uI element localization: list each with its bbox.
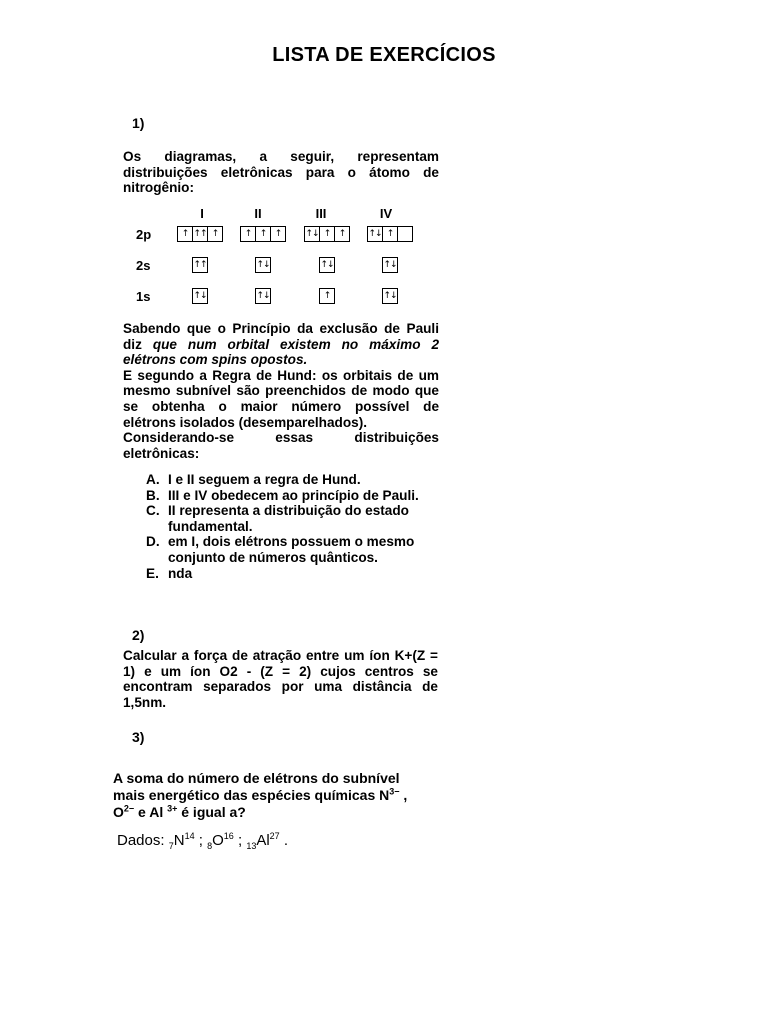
orbital-box: ↑ <box>319 288 335 304</box>
orbital-box: ↑ <box>240 226 256 242</box>
q1-text-normal: elétrons isolados (desemparelhados). <box>123 414 368 430</box>
answer-option <box>146 566 446 582</box>
question-1-intro <box>123 149 439 196</box>
option-text-line: nda <box>168 565 193 581</box>
orbital-box <box>397 226 413 242</box>
question-1-text <box>123 321 439 461</box>
answer-option <box>146 503 446 534</box>
column-header: I <box>200 206 204 221</box>
option-text <box>168 488 419 504</box>
orbital-diagram <box>120 200 460 310</box>
q1-text-line <box>123 415 439 431</box>
q1-text-italic: elétrons com spins opostos. <box>123 352 308 368</box>
option-text <box>168 503 409 534</box>
q1-text-line <box>123 383 439 399</box>
element-symbol: O <box>212 832 224 849</box>
mass-number: 27 <box>269 831 280 841</box>
option-letter: C. <box>146 503 160 519</box>
q3-line <box>113 787 423 804</box>
orbital-box: ↑↓ <box>367 226 383 242</box>
atomic-number: 8 <box>207 841 213 851</box>
option-letter: E. <box>146 565 159 581</box>
option-letter: D. <box>146 534 160 550</box>
charge-superscript: 2− <box>123 803 135 814</box>
q3-line2-text: mais energético das espécies químicas N <box>113 787 390 803</box>
option-letter: A. <box>146 472 160 487</box>
charge-superscript: 3− <box>389 786 400 797</box>
q1-text-line <box>123 399 439 415</box>
orbital-box: ↑↑ <box>192 226 208 242</box>
q1-text-line <box>123 446 439 462</box>
orbital-group <box>255 257 271 273</box>
separator: . <box>279 832 289 849</box>
intro-line: nitrogênio: <box>123 180 194 196</box>
q1-text-normal: se obtenha o maior número possível de <box>123 398 439 414</box>
answer-option <box>146 488 446 504</box>
q1-text-italic: que num orbital existem no máximo 2 <box>152 336 440 352</box>
orbital-box: ↑↓ <box>192 288 208 304</box>
separator: ; <box>233 832 247 849</box>
atomic-number: 7 <box>168 841 174 851</box>
orbital-box: ↑ <box>207 226 223 242</box>
charge-superscript: 3+ <box>167 803 178 814</box>
orbital-box: ↑↓ <box>255 257 271 273</box>
orbital-box: ↑ <box>177 226 193 242</box>
question-1-options <box>146 472 446 581</box>
q1-text-line <box>123 337 439 353</box>
q1-text-normal: eletrônicas: <box>123 445 200 461</box>
answer-option <box>146 472 446 488</box>
mass-number: 16 <box>223 831 234 841</box>
q2-line: 1) e um íon O2 - (Z = 2) cujos centros se <box>123 663 438 679</box>
q3-line: A soma do número de elétrons do subnível <box>113 770 400 786</box>
question-2-text <box>123 648 438 710</box>
column-header: IV <box>379 206 393 221</box>
option-text-line: em I, dois elétrons possuem o mesmo <box>168 534 415 550</box>
q1-text-normal: Sabendo que o Princípio da exclusão de Pauli <box>123 321 439 336</box>
orbital-group <box>304 226 350 242</box>
intro-line: Os diagramas, a seguir, representam <box>123 149 439 164</box>
q1-text-line <box>123 321 439 337</box>
orbital-group <box>367 226 413 242</box>
orbital-box: ↑ <box>334 226 350 242</box>
subshell-label: 2p <box>136 227 152 242</box>
orbital-group <box>319 257 335 273</box>
orbital-box: ↑ <box>255 226 271 242</box>
mass-number: 14 <box>184 831 195 841</box>
q3-line2-tail: , <box>399 787 408 803</box>
orbital-box: ↑ <box>382 226 398 242</box>
option-text-line: I e II seguem a regra de Hund. <box>168 472 361 487</box>
atomic-number: 13 <box>246 841 257 851</box>
column-header: II <box>254 206 262 221</box>
q3-line <box>113 804 423 821</box>
q1-text-line <box>123 430 439 446</box>
orbital-group <box>240 226 286 242</box>
orbital-box: ↑ <box>270 226 286 242</box>
orbital-group <box>192 288 208 304</box>
option-text <box>168 472 361 488</box>
orbital-group <box>192 257 208 273</box>
option-text <box>168 566 192 582</box>
orbital-box: ↑ <box>319 226 335 242</box>
q1-text-normal: mesmo subnível são preenchidos de modo que <box>123 383 439 399</box>
q3-oxygen: O <box>113 804 124 820</box>
separator: ; <box>194 832 208 849</box>
q1-text-line <box>123 368 439 384</box>
orbital-box: ↑↑ <box>192 257 208 273</box>
column-header: III <box>315 206 327 221</box>
orbital-group <box>319 288 335 304</box>
orbital-box: ↑↓ <box>382 257 398 273</box>
q1-text-line <box>123 352 439 368</box>
q2-line: Calcular a força de atração entre um íon K+(Z = <box>123 648 438 663</box>
orbital-box: ↑↓ <box>382 288 398 304</box>
option-text-line: II representa a distribuição do estado <box>168 503 409 519</box>
q2-line: 1,5nm. <box>123 694 167 710</box>
intro-line: distribuições eletrônicas para o átomo de <box>123 164 439 180</box>
subshell-label: 1s <box>136 289 151 304</box>
option-letter: B. <box>146 487 160 503</box>
q3-question-tail: é igual a? <box>177 804 246 820</box>
orbital-box: ↑↓ <box>255 288 271 304</box>
question-3-number: 3) <box>132 729 145 745</box>
q3-aluminum: e Al <box>134 804 168 820</box>
question-1-number: 1) <box>132 115 145 131</box>
dados-line <box>117 832 288 849</box>
q2-line: encontram separados por uma distância de <box>123 679 438 695</box>
orbital-group <box>255 288 271 304</box>
option-text <box>168 534 414 565</box>
orbital-box: ↑↓ <box>304 226 320 242</box>
subshell-label: 2s <box>136 258 151 273</box>
question-2-number: 2) <box>132 627 145 643</box>
element-symbol: N <box>173 832 185 849</box>
page-title: LISTA DE EXERCÍCIOS <box>272 44 496 66</box>
q1-text-normal: E segundo a Regra de Hund: os orbitais de um <box>123 367 439 383</box>
orbital-box: ↑↓ <box>319 257 335 273</box>
element-symbol: Al <box>256 832 270 849</box>
option-text-line: fundamental. <box>168 518 253 534</box>
q1-text-normal: Considerando-se essas distribuições <box>123 430 439 446</box>
orbital-group <box>177 226 223 242</box>
orbital-group <box>382 257 398 273</box>
option-text-line: conjunto de números quânticos. <box>168 549 378 565</box>
q1-text-normal: diz <box>123 336 153 352</box>
question-3-text <box>113 770 423 821</box>
answer-option <box>146 534 446 565</box>
option-text-line: III e IV obedecem ao princípio de Pauli. <box>168 487 419 503</box>
orbital-group <box>382 288 398 304</box>
dados-label: Dados: <box>117 832 169 849</box>
